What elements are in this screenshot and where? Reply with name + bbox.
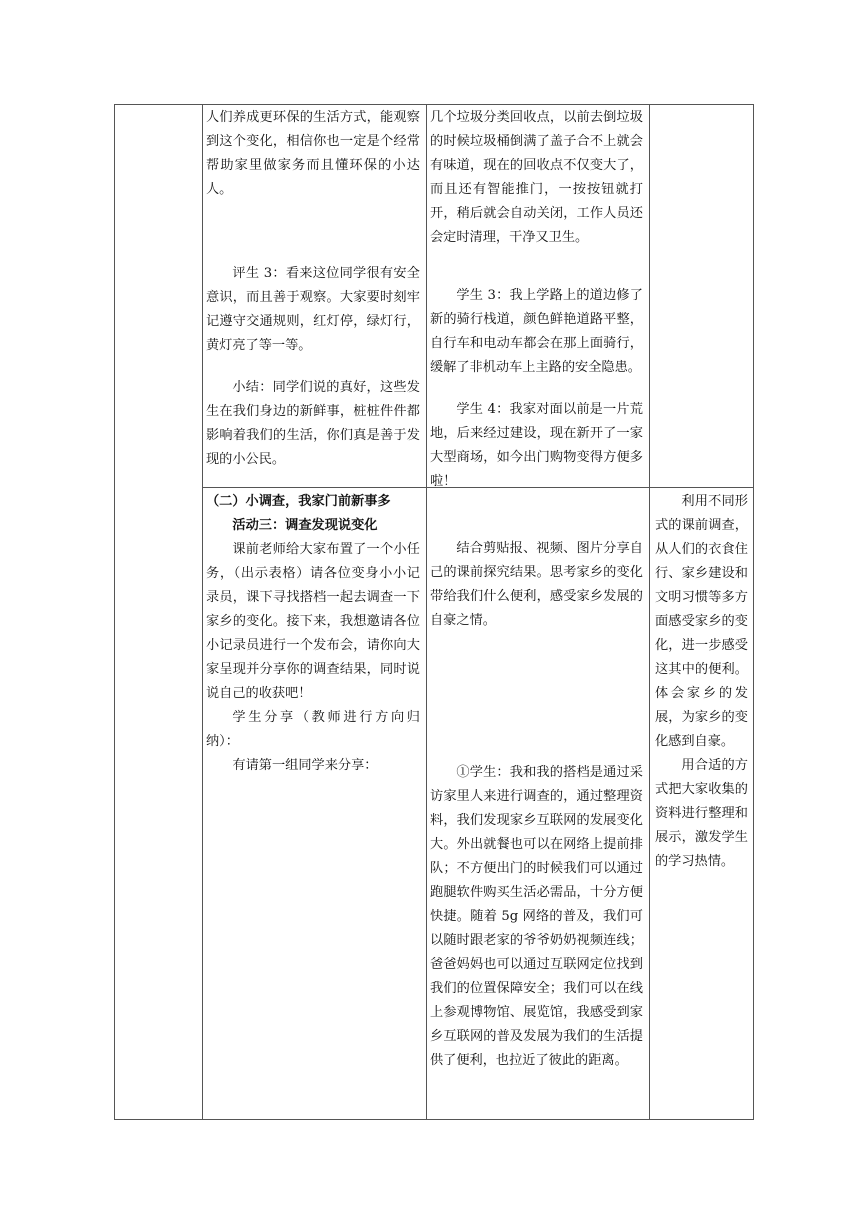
row2-student-intro (430, 537, 643, 633)
design-intent-1: 利用不同形式的课前调查，从人们的衣食住行、家乡建设和文明习惯等多方面感受家乡的变化，进一步感受这其中的便利。体会家乡的发展，为家乡的变化感到自豪。 (655, 494, 748, 749)
row1-student-cell (430, 106, 643, 250)
table-top-border (114, 104, 754, 105)
design-intent-2: 用合适的方式把大家收集的资料进行整理和展示，激发学生的学习热情。 (655, 758, 748, 869)
column-divider-2 (426, 104, 427, 1120)
student-activity-description: 结合剪贴报、视频、图片分享自己的课前探究结果。思考家乡的变化带给我们什么便利，感受家乡发展的自豪之情。 (430, 541, 643, 628)
teacher-task-intro: 课前老师给大家布置了一个小任务，（出示表格）请各位变身小小记录员，课下寻找搭档一起去调查一下家乡的变化。接下来，我想邀请各位小记录员进行一个发布会，请你向大家呈现并分享你的调查结果，同时说说自己的收获吧！ (206, 542, 420, 701)
row1-student-4 (430, 398, 643, 494)
row1-teacher-cell (206, 106, 420, 202)
row2-intent-cell (655, 490, 748, 874)
section-heading: （二）小调查，我家门前新事多 (206, 494, 391, 509)
activity-heading: 活动三：调查发现说变化 (232, 518, 378, 533)
row1-student-3 (430, 284, 643, 380)
teacher-induction: 学生分享（教师进行方向归纳）： (206, 710, 420, 749)
row2-teacher-cell (206, 490, 420, 778)
teacher-summary: 小结：同学们说的真好，这些发生在我们身边的新鲜事，桩桩件件都影响着我们的生活，你们真是善于发现的小公民。 (206, 380, 420, 467)
row1-teacher-summary (206, 376, 420, 472)
column-divider-3 (649, 104, 650, 1120)
row2-student-share (430, 761, 643, 1073)
student-3-answer: 学生 3：我上学路上的道边修了新的骑行栈道，颜色鲜艳道路平整， 自行车和电动车都会在那上面骑行，缓解了非机动车上主路的安全隐患。 (430, 288, 643, 375)
teacher-text-continued: 人们养成更环保的生活方式，能观察到这个变化，相信你也一定是个经常帮助家里做家务而且懂环保的小达人。 (206, 110, 420, 197)
row1-teacher-evaluation (206, 262, 420, 358)
student-group1-share: ①学生：我和我的搭档是通过采访家里人来进行调查的，通过整理资料，我们发现家乡互联网的发展变化大。外出就餐也可以在网络上提前排队；不方便出门的时候我们可以通过跑腿软件购买生活必需品，十分方便快捷。随着 5g 网络的普及，我们可以随时跟老家的爷爷奶奶视频连线；爸爸妈妈也可以通过互联网定位找到我们的位置保障安全；我们可以在线上参观博物馆、展览馆，我感受到家乡互联网的普及发展为我们的生活提供了便利，也拉近了彼此的距离。 (430, 765, 643, 1068)
table-bottom-border (114, 1119, 754, 1120)
teacher-invite-group1: 有请第一组同学来分享： (232, 758, 378, 773)
table-left-border (114, 104, 115, 1120)
student-4-answer: 学生 4：我家对面以前是一片荒地，后来经过建设，现在新开了一家大型商场，如今出门购物变得方便多啦！ (430, 402, 643, 489)
student-text-continued: 几个垃圾分类回收点，以前去倒垃圾的时候垃圾桶倒满了盖子合不上就会有味道，现在的回收点不仅变大了，而且还有智能推门，一按按钮就打开，稍后就会自动关闭，工作人员还会定时清理，干净又卫生。 (430, 110, 643, 245)
column-divider-1 (202, 104, 203, 1120)
teacher-evaluation-3: 评生 3：看来这位同学很有安全意识，而且善于观察。大家要时刻牢记遵守交通规则，红灯停，绿灯行，黄灯亮了等一等。 (206, 266, 420, 353)
table-right-border (753, 104, 754, 1120)
